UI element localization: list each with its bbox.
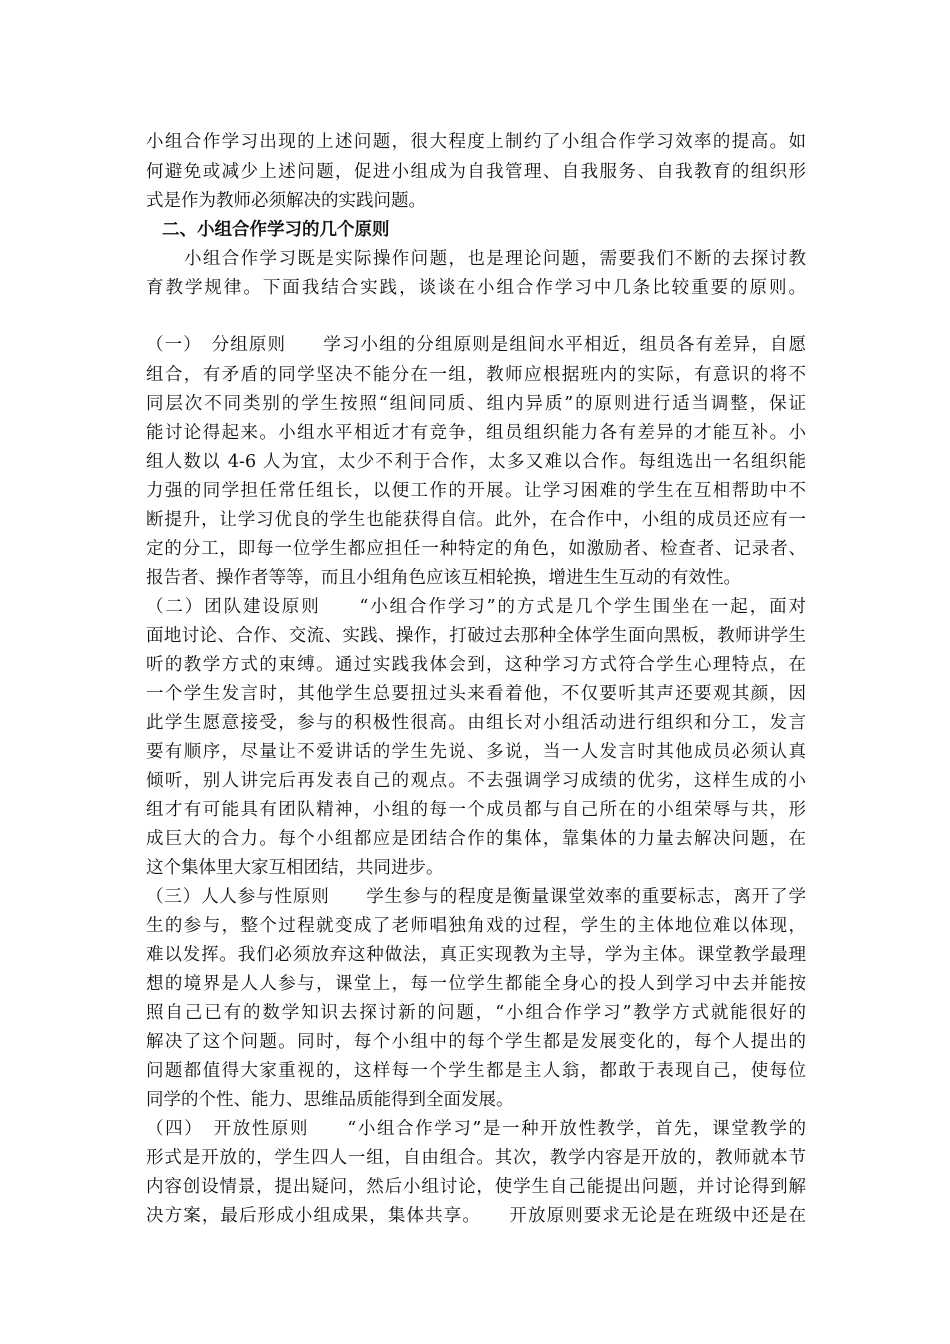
text-line: 断提升，让学习优良的学生也能获得自信。此外，在合作中，小组的成员还应有一 xyxy=(146,510,806,530)
text-line: 倾听，别人讲完后再发表自己的观点。不去强调学习成绩的优劣，这样生成的小 xyxy=(146,771,806,791)
text-line: 式是作为教师必须解决的实践问题。 xyxy=(146,191,426,211)
text-line: 同学的个性、能力、思维品质能得到全面发展。 xyxy=(146,1090,514,1110)
text-line: 此学生愿意接受，参与的积极性很高。由组长对小组活动进行组织和分工，发言 xyxy=(146,713,806,733)
text-line: 要有顺序，尽量让不爱讲话的学生先说、多说，当一人发言时其他成员必须认真 xyxy=(146,742,806,762)
text-line: 小组合作学习出现的上述问题，很大程度上制约了小组合作学习效率的提高。如 xyxy=(146,132,806,152)
text-line: 能讨论得起来。小组水平相近才有竞争，组员组织能力各有差异的才能互补。小 xyxy=(146,423,806,443)
text-line: 这个集体里大家互相团结，共同进步。 xyxy=(146,858,444,878)
text-line: 组才有可能具有团队精神，小组的每一个成员都与自己所在的小组荣辱与共，形 xyxy=(146,800,806,820)
text-line: 解决了这个问题。同时，每个小组中的每个学生都是发展变化的，每个人提出的 xyxy=(146,1032,806,1052)
text-line: 面地讨论、合作、交流、实践、操作，打破过去那种全体学生面向黑板，教师讲学生 xyxy=(146,626,806,646)
text-line: 成巨大的合力。每个小组都应是团结合作的集体，靠集体的力量去解决问题，在 xyxy=(146,829,806,849)
text-line: 育教学规律。下面我结合实践，谈谈在小组合作学习中几条比较重要的原则。 xyxy=(146,278,806,298)
text-line: 报告者、操作者等等，而且小组角色应该互相轮换，增进生生互动的有效性。 xyxy=(146,568,741,588)
text-line: 小组合作学习既是实际操作问题，也是理论问题，需要我们不断的去探讨教 xyxy=(184,249,806,269)
section-heading: 二、小组合作学习的几个原则 xyxy=(162,220,390,240)
text-line: 听的教学方式的束缚。通过实践我体会到，这种学习方式符合学生心理特点，在 xyxy=(146,655,806,675)
text-line: 同层次不同类别的学生按照“组间同质、组内异质”的原则进行适当调整，保证 xyxy=(146,394,806,414)
text-line: 力强的同学担任常任组长，以便工作的开展。让学习困难的学生在互相帮助中不 xyxy=(146,481,806,501)
text-line: 何避免或减少上述问题，促进小组成为自我管理、自我服务、自我教育的组织形 xyxy=(146,162,806,182)
text-line: 问题都值得大家重视的，这样每一个学生都是主人翁，都敢于表现自己，使每位 xyxy=(146,1061,806,1081)
text-line: 组人数以 4-6 人为宜，太少不利于合作，太多又难以合作。每组选出一名组织能 xyxy=(146,452,806,472)
text-line: 组合，有矛盾的同学坚决不能分在一组，教师应根据班内的实际，有意识的将不 xyxy=(146,365,806,385)
text-line: 决方案，最后形成小组成果，集体共享。 开放原则要求无论是在班级中还是在 xyxy=(146,1206,806,1226)
text-line: 形式是开放的，学生四人一组，自由组合。其次，教学内容是开放的，教师就本节 xyxy=(146,1148,806,1168)
text-line: （四） 开放性原则 “小组合作学习”是一种开放性教学，首先，课堂教学的 xyxy=(146,1119,806,1139)
text-line: （二）团队建设原则 “小组合作学习”的方式是几个学生围坐在一起，面对 xyxy=(146,597,806,617)
text-line: 定的分工，即每一位学生都应担任一种特定的角色，如激励者、检查者、记录者、 xyxy=(146,539,806,559)
text-line: 难以发挥。我们必须放弃这种做法，真正实现教为主导，学为主体。课堂教学最理 xyxy=(146,945,806,965)
text-line: 生的参与，整个过程就变成了老师唱独角戏的过程，学生的主体地位难以体现， xyxy=(146,916,806,936)
text-line: 照自己已有的数学知识去探讨新的问题，“小组合作学习”教学方式就能很好的 xyxy=(146,1003,806,1023)
text-line: 内容创设情景，提出疑问，然后小组讨论，使学生自己能提出问题，并讨论得到解 xyxy=(146,1177,806,1197)
text-line: （三）人人参与性原则 学生参与的程度是衡量课堂效率的重要标志，离开了学 xyxy=(146,887,806,907)
text-line: （一） 分组原则 学习小组的分组原则是组间水平相近，组员各有差异，自愿 xyxy=(146,335,806,355)
text-line: 一个学生发言时，其他学生总要扭过头来看着他，不仅要听其声还要观其颜，因 xyxy=(146,684,806,704)
text-line: 想的境界是人人参与，课堂上，每一位学生都能全身心的投人到学习中去并能按 xyxy=(146,974,806,994)
